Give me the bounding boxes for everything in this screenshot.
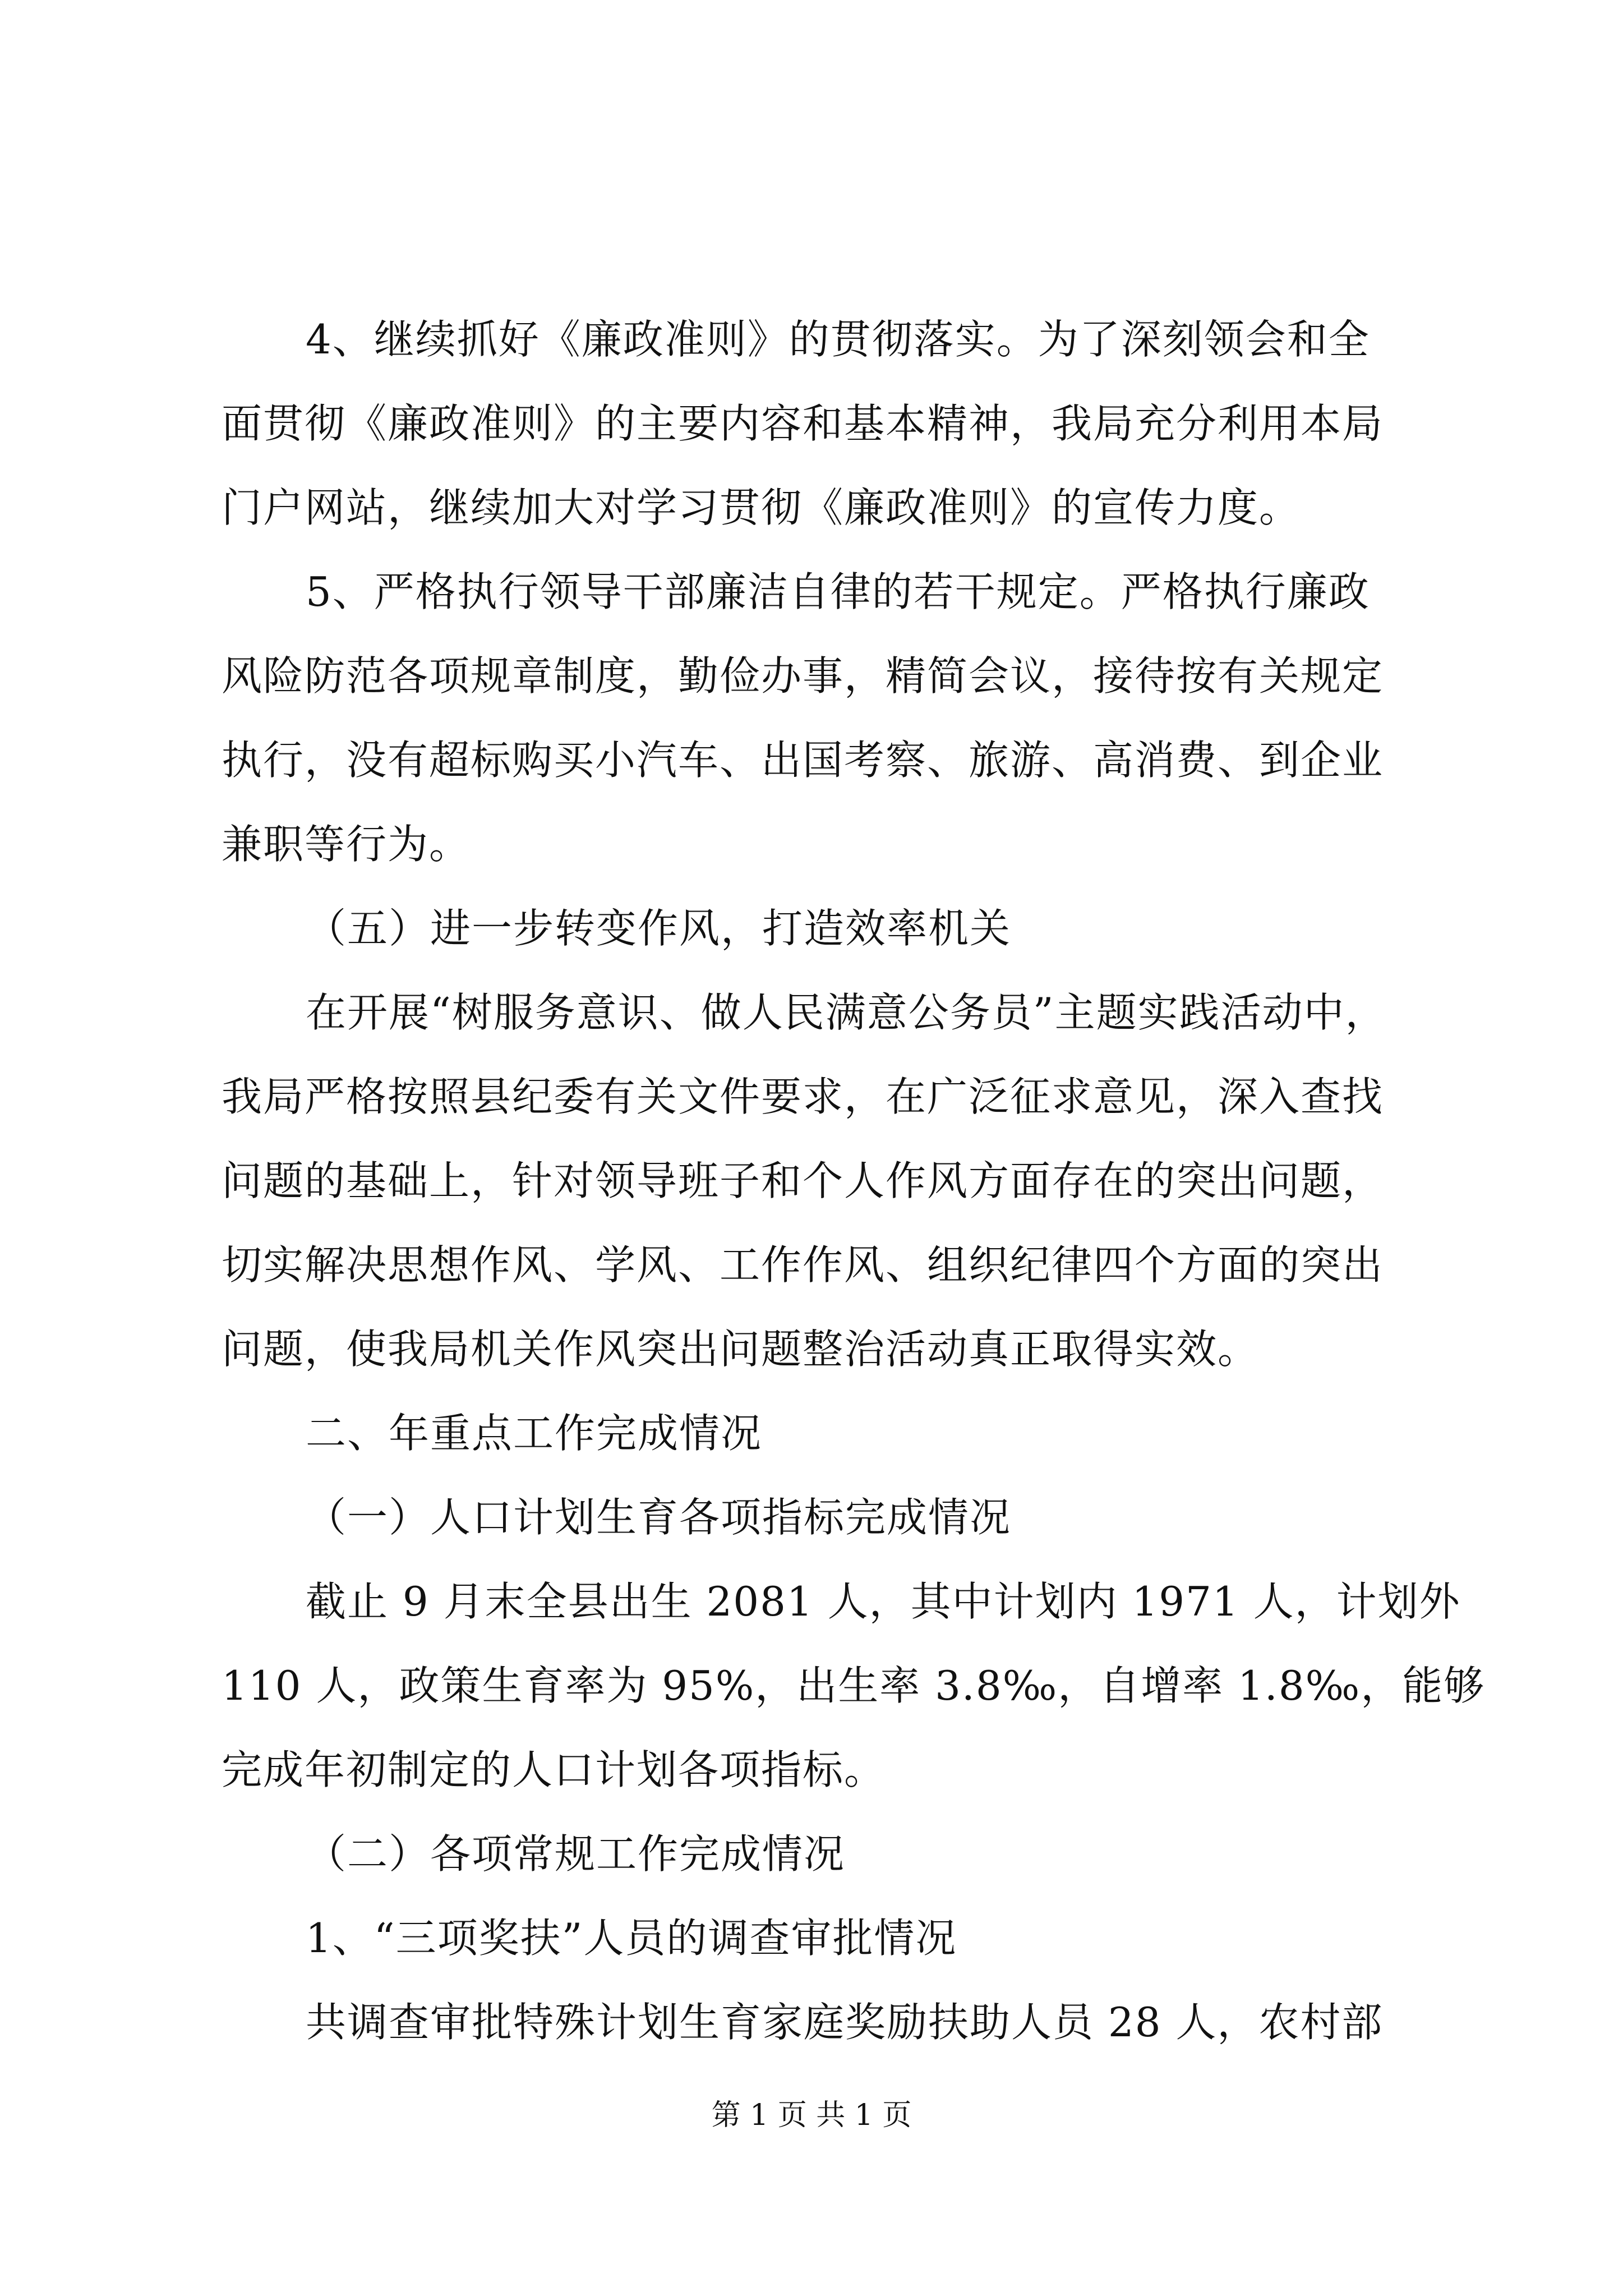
section-heading-2: （二）各项常规工作完成情况: [306, 1830, 846, 1878]
text-line-17: 110 人，政策生育率为 95%，出生率 3.8‰，自增率 1.8‰，能够: [222, 1662, 1486, 1709]
text-line-3: 门户网站，继续加大对学习贯彻《廉政准则》的宣传力度。: [222, 484, 1301, 531]
text-line-2: 面贯彻《廉政准则》的主要内容和基本精神，我局充分利用本局: [222, 400, 1384, 447]
text-line-16: 截止 9 月末全县出生 2081 人，其中计划内 1971 人，计划外: [306, 1578, 1461, 1625]
text-line-11: 问题的基础上，针对领导班子和个人作风方面存在的突出问题，: [222, 1157, 1384, 1204]
text-line-5: 风险防范各项规章制度，勤俭办事，精简会议，接待按有关规定: [222, 652, 1384, 700]
section-heading-5: （五）进一步转变作风，打造效率机关: [306, 905, 1012, 952]
text-line-9: 在开展“树服务意识、做人民满意公务员”主题实践活动中，: [306, 989, 1387, 1036]
text-line-18: 完成年初制定的人口计划各项指标。: [222, 1746, 886, 1793]
text-line-6: 执行，没有超标购买小汽车、出国考察、旅游、高消费、到企业: [222, 737, 1384, 784]
text-line-21: 共调查审批特殊计划生育家庭奖励扶助人员 28 人，农村部: [306, 1999, 1384, 2046]
subheading-1: 1、“三项奖扶”人员的调查审批情况: [306, 1915, 957, 1962]
text-line-13: 问题，使我局机关作风突出问题整治活动真正取得实效。: [222, 1326, 1260, 1373]
text-line-1: 4、继续抓好《廉政准则》的贯彻落实。为了深刻领会和全: [306, 316, 1370, 363]
text-line-7: 兼职等行为。: [222, 821, 471, 868]
page-footer: 第 1 页 共 1 页: [711, 2099, 912, 2132]
text-line-10: 我局严格按照县纪委有关文件要求，在广泛征求意见，深入查找: [222, 1073, 1384, 1120]
text-line-4: 5、严格执行领导干部廉洁自律的若干规定。严格执行廉政: [306, 568, 1370, 615]
section-heading-1: （一）人口计划生育各项指标完成情况: [306, 1494, 1012, 1541]
chapter-heading-2: 二、年重点工作完成情况: [306, 1410, 763, 1457]
text-line-12: 切实解决思想作风、学风、工作作风、组织纪律四个方面的突出: [222, 1241, 1384, 1289]
